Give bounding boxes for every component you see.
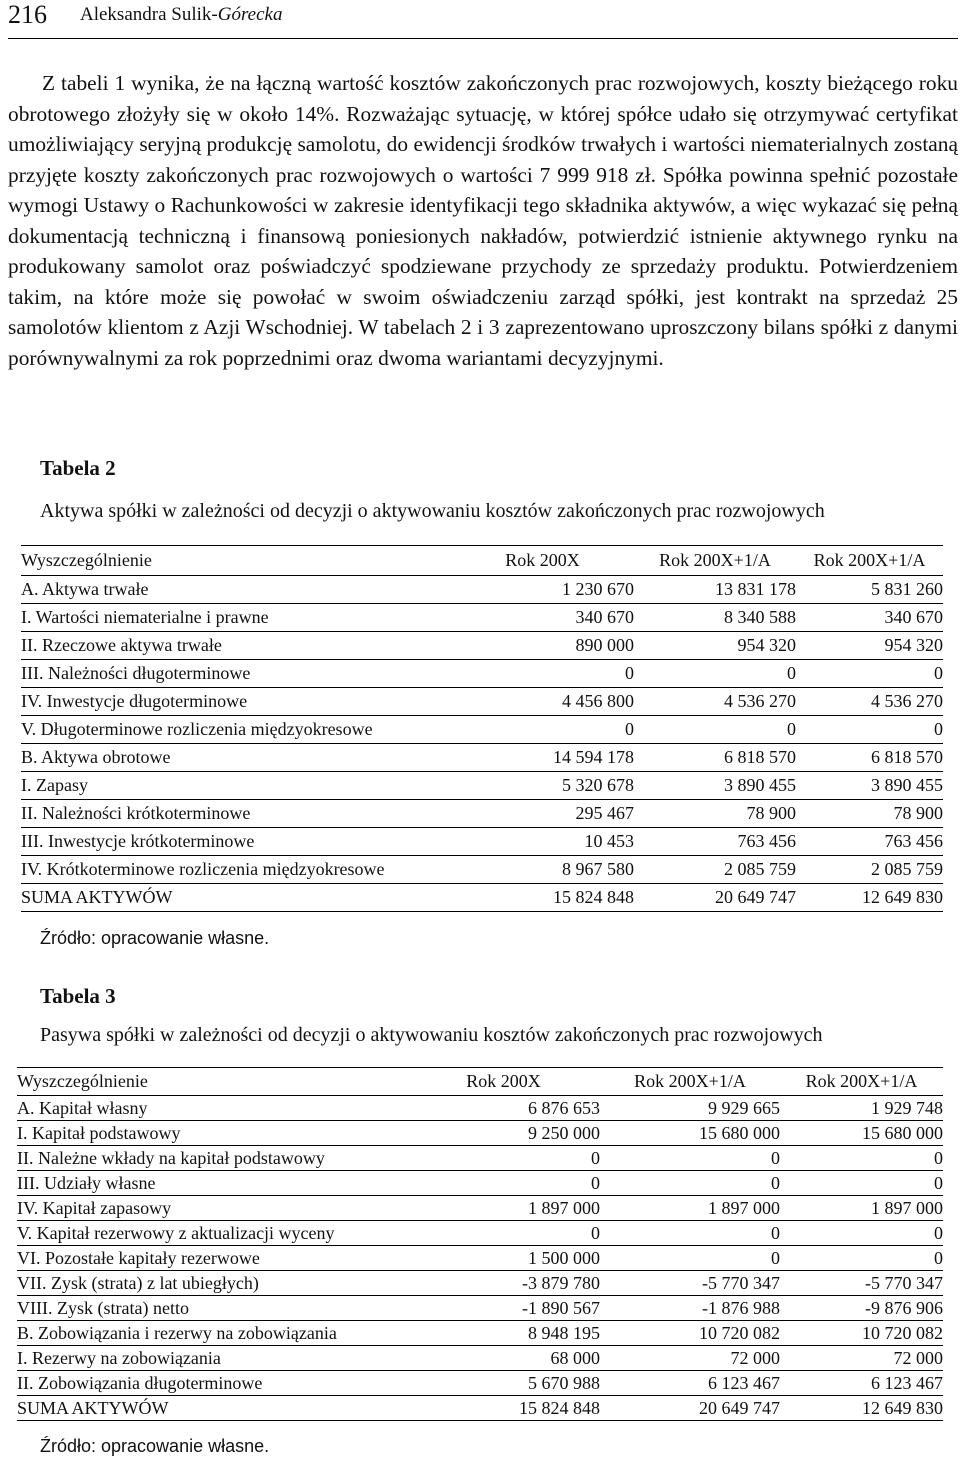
- row-label: I. Kapitał podstawowy: [17, 1121, 407, 1146]
- row-value: 954 320: [634, 632, 796, 660]
- row-value: 763 456: [796, 828, 943, 856]
- row-value: 1 929 748: [780, 1096, 943, 1121]
- row-value: 1 897 000: [780, 1196, 943, 1221]
- page-header: [8, 0, 958, 39]
- table-row: [21, 576, 943, 604]
- row-value: 0: [780, 1221, 943, 1246]
- table-row: [21, 632, 943, 660]
- row-value: 6 818 570: [796, 744, 943, 772]
- row-value: 0: [407, 1171, 600, 1196]
- row-label: II. Zobowiązania długoterminowe: [17, 1371, 407, 1396]
- table-row: [21, 828, 943, 856]
- table-row: [17, 1171, 943, 1196]
- body-paragraph: Z tabeli 1 wynika, że na łączną wartość kosztów zakończonych prac rozwojowych, koszty bieżącego roku obrotowego złożyły się w około 14%. Rozważając sytuację, w której spółce udało się otrzymywać certyfikat umożliwiający seryjną produkcję samolotu, do ewidencji środków trwałych i wartości niematerialnych zostaną przyjęte koszty zakończonych prac rozwojowych o wartości 7 999 918 zł. Spółka powinna spełnić pozostałe wymogi Ustawy o Rachunkowości w zakresie identyfikacji tego składnika aktywów, a więc wykazać się pełną dokumentacją techniczną i finansową poniesionych nakładów, potwierdzić istnienie aktywnego rynku na produkowany samolot oraz poświadczyć spodziewane przychody ze sprzedaży produktu. Potwierdzeniem takim, na które może się powołać w swoim oświadczeniu zarząd spółki, jest kontrakt na sprzedaż 25 samolotów klientom z Azji Wschodniej. W tabelach 2 i 3 zaprezentowano uproszczony bilans spółki z danymi porównywalnymi za rok poprzednimi oraz dwoma wariantami decyzyjnymi.: [8, 71, 958, 370]
- table-row: [21, 716, 943, 744]
- table2-header-cell: Rok 200X+1/A: [796, 546, 943, 576]
- table-row: [21, 744, 943, 772]
- row-value: 6 123 467: [780, 1371, 943, 1396]
- table3-caption: Pasywa spółki w zależności od decyzji o aktywowaniu kosztów zakończonych prac rozwojowych: [40, 1024, 823, 1046]
- table-row: [17, 1096, 943, 1121]
- table3-header-row: [17, 1068, 943, 1096]
- row-value: 0: [780, 1146, 943, 1171]
- row-value: 0: [796, 660, 943, 688]
- row-value: 3 890 455: [634, 772, 796, 800]
- row-value: -9 876 906: [780, 1296, 943, 1321]
- row-label: SUMA AKTYWÓW: [17, 1396, 407, 1421]
- table2-source: Źródło: opracowanie własne.: [40, 928, 270, 948]
- table2-header-cell: Rok 200X: [451, 546, 634, 576]
- row-value: 340 670: [796, 604, 943, 632]
- row-value: 1 230 670: [451, 576, 634, 604]
- row-label: V. Długoterminowe rozliczenia międzyokresowe: [21, 716, 451, 744]
- row-value: 0: [780, 1171, 943, 1196]
- row-value: 0: [780, 1246, 943, 1271]
- row-label: II. Rzeczowe aktywa trwałe: [21, 632, 451, 660]
- table-row: [17, 1321, 943, 1346]
- running-author: [80, 4, 282, 26]
- table-row: [21, 884, 943, 912]
- row-value: 4 536 270: [796, 688, 943, 716]
- row-value: 9 250 000: [407, 1121, 600, 1146]
- row-value: 8 948 195: [407, 1321, 600, 1346]
- row-value: 5 670 988: [407, 1371, 600, 1396]
- row-value: -1 876 988: [600, 1296, 780, 1321]
- row-label: I. Zapasy: [21, 772, 451, 800]
- row-value: 10 720 082: [780, 1321, 943, 1346]
- row-label: III. Należności długoterminowe: [21, 660, 451, 688]
- table-row: [21, 604, 943, 632]
- row-value: 72 000: [600, 1346, 780, 1371]
- author-second: Górecka: [217, 4, 283, 25]
- table-row: [17, 1296, 943, 1321]
- row-value: 1 897 000: [600, 1196, 780, 1221]
- table-row: [17, 1396, 943, 1421]
- row-label: I. Rezerwy na zobowiązania: [17, 1346, 407, 1371]
- row-value: 2 085 759: [634, 856, 796, 884]
- row-value: 10 453: [451, 828, 634, 856]
- table3-source: Źródło: opracowanie własne.: [40, 1436, 270, 1456]
- row-value: -1 890 567: [407, 1296, 600, 1321]
- row-value: 5 320 678: [451, 772, 634, 800]
- row-value: 890 000: [451, 632, 634, 660]
- row-value: 0: [407, 1146, 600, 1171]
- row-label: III. Udziały własne: [17, 1171, 407, 1196]
- table2-caption: Aktywa spółki w zależności od decyzji o aktywowaniu kosztów zakończonych prac rozwojowych: [40, 500, 825, 522]
- row-value: 10 720 082: [600, 1321, 780, 1346]
- row-label: VII. Zysk (strata) z lat ubiegłych): [17, 1271, 407, 1296]
- row-label: V. Kapitał rezerwowy z aktualizacji wyceny: [17, 1221, 407, 1246]
- table-row: [21, 688, 943, 716]
- row-label: VI. Pozostałe kapitały rezerwowe: [17, 1246, 407, 1271]
- row-value: 15 824 848: [451, 884, 634, 912]
- row-label: II. Należności krótkoterminowe: [21, 800, 451, 828]
- row-label: IV. Inwestycje długoterminowe: [21, 688, 451, 716]
- row-value: 15 680 000: [600, 1121, 780, 1146]
- row-value: 20 649 747: [634, 884, 796, 912]
- table3-liabilities: [17, 1067, 943, 1421]
- author-first: Aleksandra Sulik-: [80, 4, 218, 25]
- row-value: 4 536 270: [634, 688, 796, 716]
- row-value: -5 770 347: [600, 1271, 780, 1296]
- table3-header-cell: Rok 200X+1/A: [600, 1068, 780, 1096]
- row-value: 0: [600, 1221, 780, 1246]
- row-value: 8 340 588: [634, 604, 796, 632]
- row-value: 1 897 000: [407, 1196, 600, 1221]
- row-value: 72 000: [780, 1346, 943, 1371]
- row-value: 6 876 653: [407, 1096, 600, 1121]
- row-value: 5 831 260: [796, 576, 943, 604]
- table-row: [21, 856, 943, 884]
- row-label: III. Inwestycje krótkoterminowe: [21, 828, 451, 856]
- row-value: 0: [796, 716, 943, 744]
- table-row: [17, 1246, 943, 1271]
- row-value: 0: [600, 1171, 780, 1196]
- row-value: -5 770 347: [780, 1271, 943, 1296]
- table-row: [21, 660, 943, 688]
- row-value: 0: [451, 660, 634, 688]
- row-value: 6 123 467: [600, 1371, 780, 1396]
- table2-assets: [21, 545, 943, 912]
- table2-header-cell: Rok 200X+1/A: [634, 546, 796, 576]
- table-row: [21, 800, 943, 828]
- table3-header-cell: Wyszczególnienie: [17, 1068, 407, 1096]
- row-label: A. Kapitał własny: [17, 1096, 407, 1121]
- row-value: 20 649 747: [600, 1396, 780, 1421]
- row-label: I. Wartości niematerialne i prawne: [21, 604, 451, 632]
- row-label: B. Zobowiązania i rezerwy na zobowiązania: [17, 1321, 407, 1346]
- row-value: 78 900: [634, 800, 796, 828]
- row-value: 14 594 178: [451, 744, 634, 772]
- table-row: [17, 1371, 943, 1396]
- row-value: 340 670: [451, 604, 634, 632]
- row-value: 763 456: [634, 828, 796, 856]
- row-value: 0: [634, 660, 796, 688]
- row-value: 1 500 000: [407, 1246, 600, 1271]
- table2-header-cell: Wyszczególnienie: [21, 546, 451, 576]
- row-value: 0: [407, 1221, 600, 1246]
- table2-header-row: [21, 546, 943, 576]
- row-value: 2 085 759: [796, 856, 943, 884]
- row-label: VIII. Zysk (strata) netto: [17, 1296, 407, 1321]
- table-row: [17, 1271, 943, 1296]
- row-value: 0: [451, 716, 634, 744]
- table3-header-cell: Rok 200X+1/A: [780, 1068, 943, 1096]
- row-value: -3 879 780: [407, 1271, 600, 1296]
- row-label: IV. Krótkoterminowe rozliczenia międzyokresowe: [21, 856, 451, 884]
- row-value: 12 649 830: [796, 884, 943, 912]
- table-row: [17, 1346, 943, 1371]
- table-row: [17, 1221, 943, 1246]
- row-value: 0: [600, 1246, 780, 1271]
- table-row: [17, 1121, 943, 1146]
- table2-title: Tabela 2: [40, 456, 116, 480]
- row-value: 8 967 580: [451, 856, 634, 884]
- row-value: 78 900: [796, 800, 943, 828]
- page-number: 216: [8, 0, 47, 29]
- row-value: 954 320: [796, 632, 943, 660]
- row-value: 13 831 178: [634, 576, 796, 604]
- table3-title: Tabela 3: [40, 984, 116, 1008]
- row-value: 6 818 570: [634, 744, 796, 772]
- row-value: 0: [600, 1146, 780, 1171]
- table-row: [17, 1196, 943, 1221]
- row-value: 4 456 800: [451, 688, 634, 716]
- table-row: [17, 1146, 943, 1171]
- row-value: 15 824 848: [407, 1396, 600, 1421]
- row-value: 68 000: [407, 1346, 600, 1371]
- table-row: [21, 772, 943, 800]
- row-label: A. Aktywa trwałe: [21, 576, 451, 604]
- row-label: II. Należne wkłady na kapitał podstawowy: [17, 1146, 407, 1171]
- row-label: IV. Kapitał zapasowy: [17, 1196, 407, 1221]
- row-label: SUMA AKTYWÓW: [21, 884, 451, 912]
- row-value: 3 890 455: [796, 772, 943, 800]
- row-value: 9 929 665: [600, 1096, 780, 1121]
- table3-header-cell: Rok 200X: [407, 1068, 600, 1096]
- row-value: 295 467: [451, 800, 634, 828]
- row-value: 15 680 000: [780, 1121, 943, 1146]
- row-value: 0: [634, 716, 796, 744]
- row-label: B. Aktywa obrotowe: [21, 744, 451, 772]
- row-value: 12 649 830: [780, 1396, 943, 1421]
